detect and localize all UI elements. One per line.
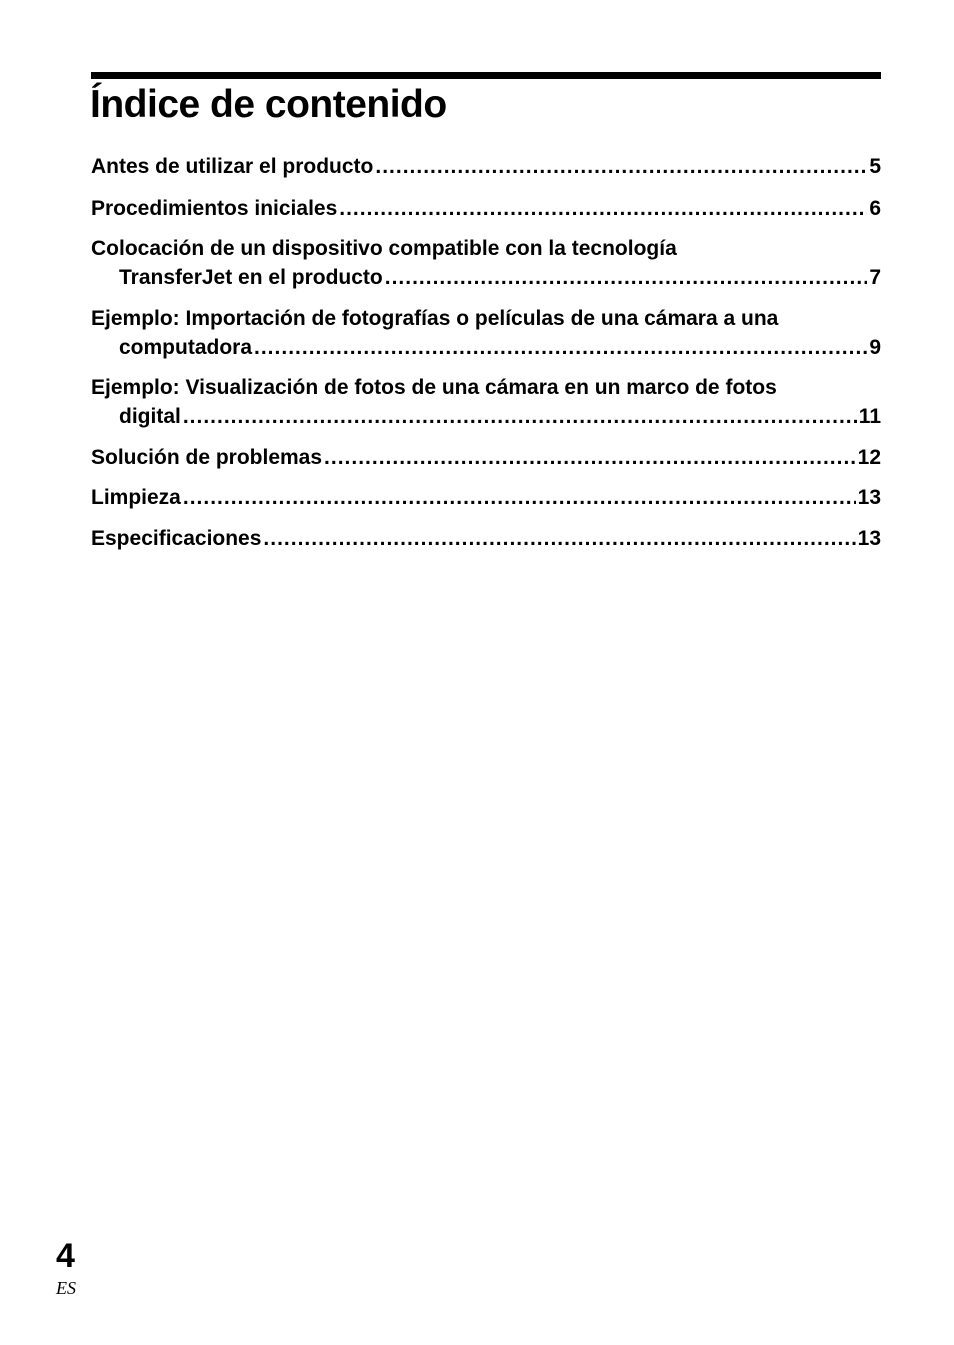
toc-entry-label-continued: TransferJet en el producto xyxy=(119,266,383,289)
toc-entry-label: Colocación de un dispositivo compatible con la tecnología xyxy=(91,237,677,260)
dot-leader xyxy=(339,194,867,223)
toc-entry-label-continued: computadora xyxy=(119,336,253,359)
dot-leader xyxy=(324,443,856,472)
dot-leader xyxy=(385,263,868,292)
toc-page-number: 11 xyxy=(858,405,881,428)
toc-entry-solucion[interactable] xyxy=(91,443,881,472)
toc-entry-label: Procedimientos iniciales xyxy=(91,197,338,220)
toc-entry-colocacion[interactable] xyxy=(91,234,881,292)
dot-leader xyxy=(263,524,855,553)
toc-entry-especificaciones[interactable] xyxy=(91,524,881,553)
dot-leader xyxy=(183,483,856,512)
toc-entry-limpieza[interactable] xyxy=(91,483,881,512)
dot-leader xyxy=(254,333,867,362)
toc-entry-label: Limpieza xyxy=(91,486,181,509)
footer-page-number: 4 xyxy=(56,1237,75,1275)
toc-entry-label: Especificaciones xyxy=(91,527,262,550)
dot-leader xyxy=(183,402,857,431)
toc-page-number: 13 xyxy=(857,527,881,550)
footer-language-code: ES xyxy=(56,1278,76,1298)
toc-entry-label: Solución de problemas xyxy=(91,446,323,469)
toc-page-number: 7 xyxy=(869,266,881,289)
title-rule xyxy=(91,72,881,79)
toc-entry-label: Antes de utilizar el producto xyxy=(91,155,374,178)
toc-page-number: 12 xyxy=(857,446,881,469)
toc-page-number: 6 xyxy=(869,197,881,220)
toc-entry-label: Ejemplo: Importación de fotografías o películas de una cámara a una xyxy=(91,307,779,330)
toc-entry-label-continued: digital xyxy=(119,405,181,428)
toc-page-number: 13 xyxy=(857,486,881,509)
toc-entry-label: Ejemplo: Visualización de fotos de una cámara en un marco de fotos xyxy=(91,376,777,399)
toc-entry-visualizacion[interactable] xyxy=(91,373,881,431)
toc-page-number: 5 xyxy=(869,155,881,178)
toc-page-number: 9 xyxy=(869,336,881,359)
toc-entry-importacion[interactable] xyxy=(91,304,881,362)
toc-entry-antes[interactable] xyxy=(91,152,881,181)
page-title: Índice de contenido xyxy=(90,83,447,126)
toc-entry-procedimientos[interactable] xyxy=(91,194,881,223)
dot-leader xyxy=(375,152,867,181)
